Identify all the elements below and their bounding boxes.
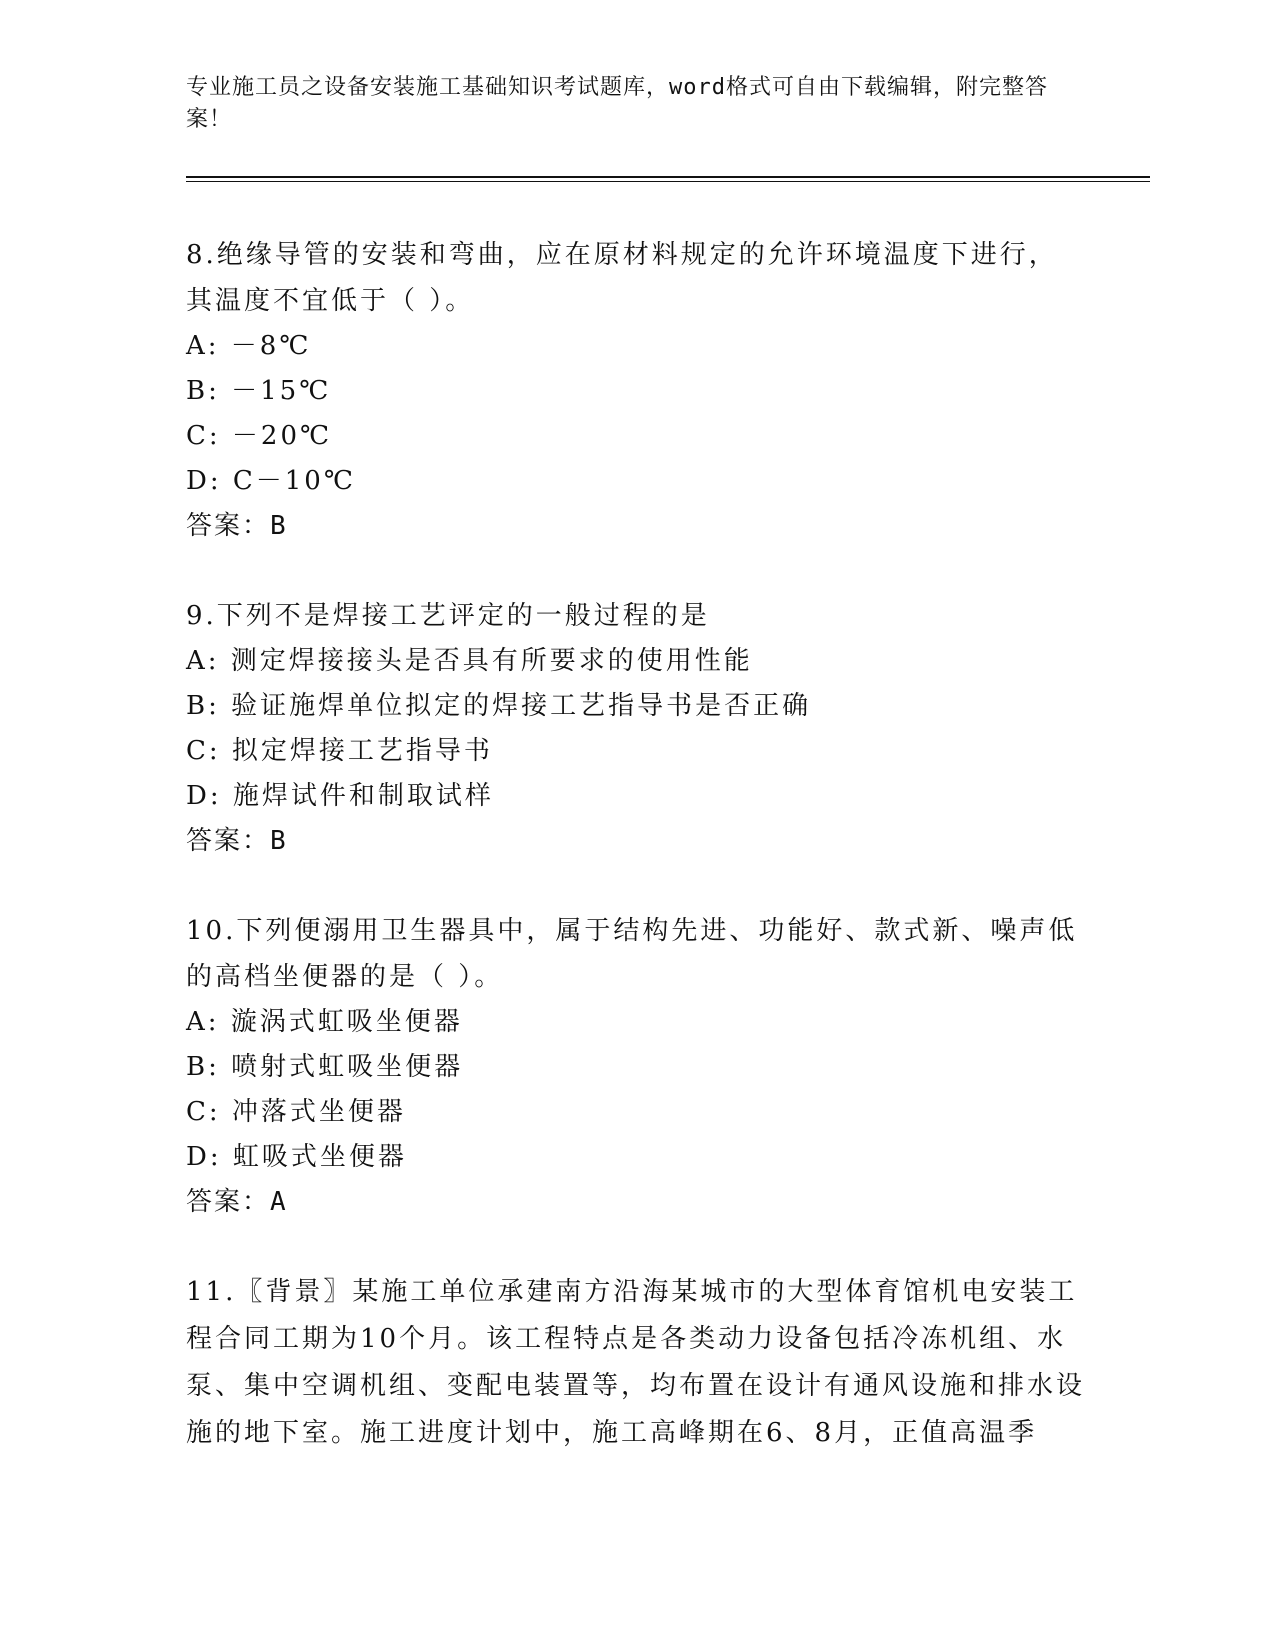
question-9 bbox=[186, 593, 1086, 864]
option-c: C: －20℃ bbox=[186, 421, 333, 451]
option-d: D: C－10℃ bbox=[186, 466, 356, 496]
question-stem: 9.下列不是焊接工艺评定的一般过程的是 bbox=[186, 601, 710, 631]
option-c: C: 冲落式坐便器 bbox=[186, 1097, 406, 1127]
question-10 bbox=[186, 908, 1086, 1225]
question-list bbox=[186, 232, 1086, 1501]
question-stem: 8.绝缘导管的安装和弯曲，应在原材料规定的允许环境温度下进行，其温度不宜低于（ ）。 bbox=[186, 240, 1058, 316]
document-header: 专业施工员之设备安装施工基础知识考试题库，word格式可自由下载编辑，附完整答案！ bbox=[186, 75, 1048, 132]
answer-label: 答案：B bbox=[186, 511, 288, 541]
option-a: A: 测定焊接接头是否具有所要求的使用性能 bbox=[186, 646, 753, 676]
question-stem: 10.下列便溺用卫生器具中，属于结构先进、功能好、款式新、噪声低的高档坐便器的是（ ）。 bbox=[186, 916, 1078, 992]
option-d: D: 施焊试件和制取试样 bbox=[186, 781, 494, 811]
option-c: C: 拟定焊接工艺指导书 bbox=[186, 736, 493, 766]
question-8 bbox=[186, 232, 1086, 549]
header-divider-thick bbox=[186, 176, 1150, 178]
option-b: B: 验证施焊单位拟定的焊接工艺指导书是否正确 bbox=[186, 691, 812, 721]
option-a: A: 漩涡式虹吸坐便器 bbox=[186, 1007, 463, 1037]
header-divider-thin bbox=[186, 181, 1150, 182]
answer-label: 答案：A bbox=[186, 1187, 288, 1217]
option-a: A: －8℃ bbox=[186, 331, 312, 361]
answer-label: 答案：B bbox=[186, 826, 288, 856]
question-11 bbox=[186, 1269, 1086, 1457]
option-b: B: 喷射式虹吸坐便器 bbox=[186, 1052, 464, 1082]
option-b: B: －15℃ bbox=[186, 376, 332, 406]
question-stem: 11.〖背景〗某施工单位承建南方沿海某城市的大型体育馆机电安装工程合同工期为10个月。该工程特点是各类动力设备包括冷冻机组、水泵、集中空调机组、变配电装置等，均布置在设计有通风设施和排水设施的地下室。施工进度计划中，施工高峰期在6、8月，正值高温季 bbox=[186, 1277, 1086, 1448]
option-d: D: 虹吸式坐便器 bbox=[186, 1142, 407, 1172]
